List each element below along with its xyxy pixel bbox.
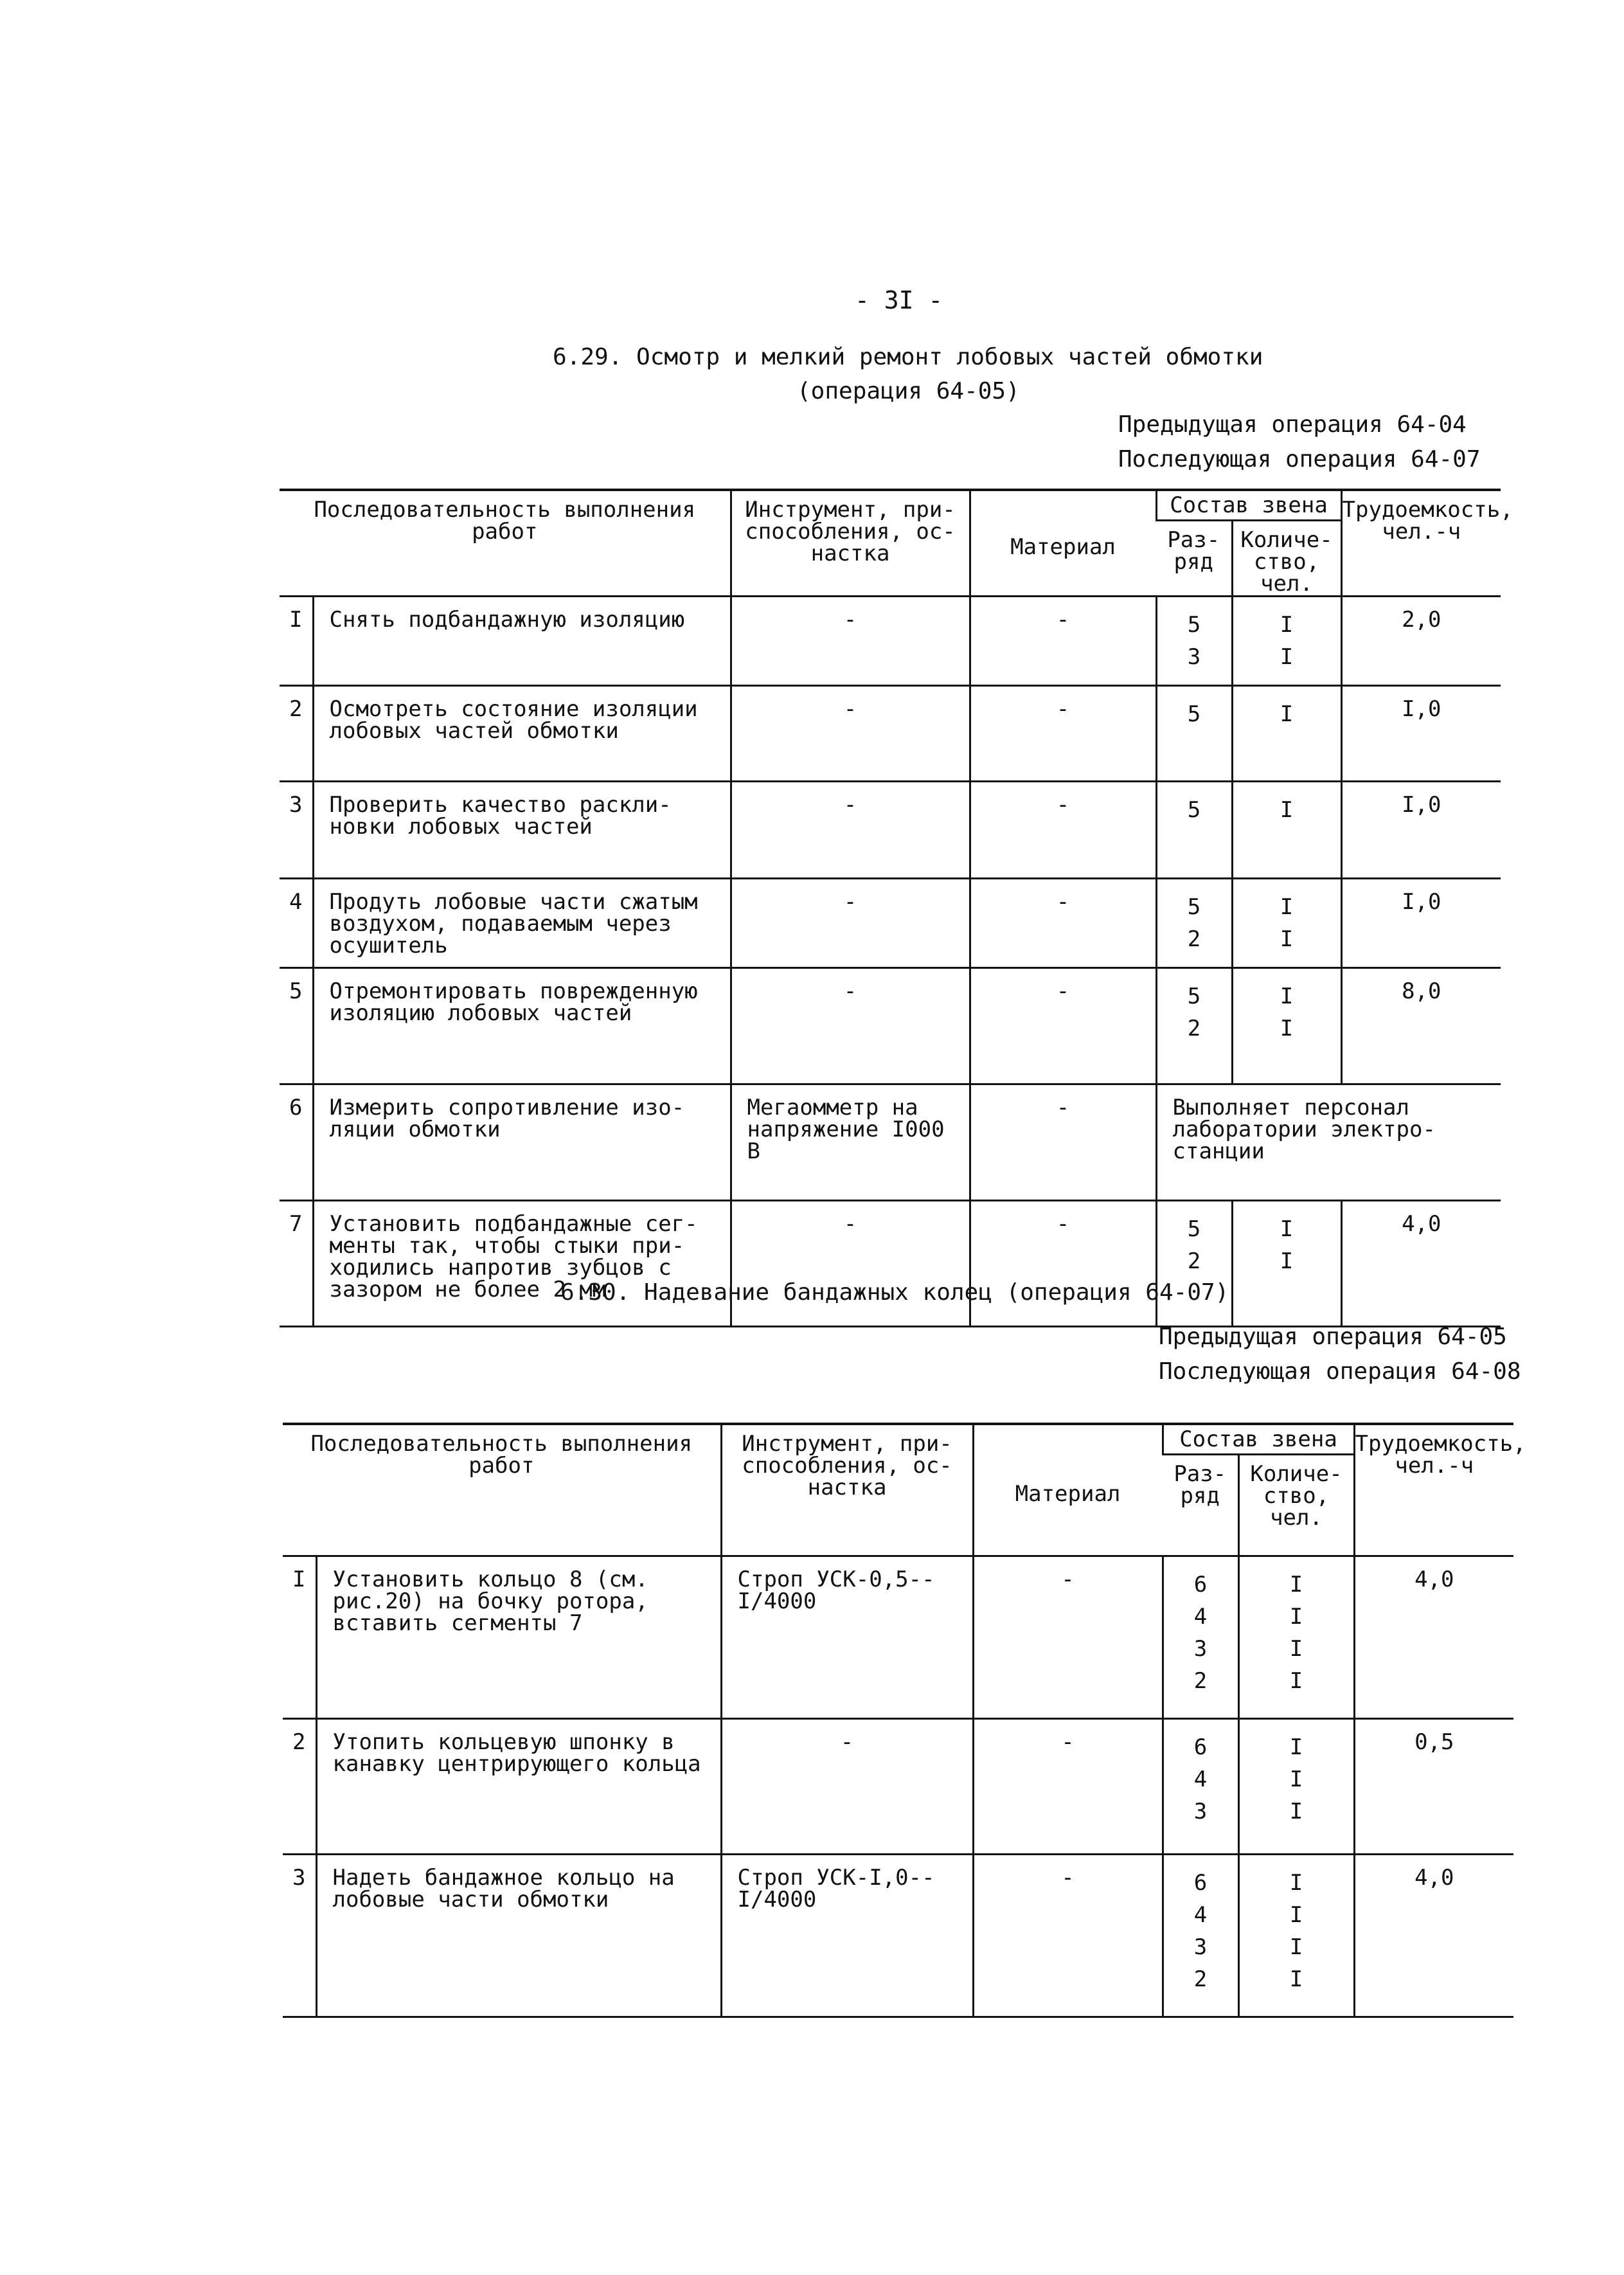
count-value: I — [1280, 894, 1294, 920]
work-description: Осмотреть состояние изоляции лобовых частей обмотки — [313, 686, 731, 782]
work-description: Снять подбандажную изоляцию — [313, 597, 731, 686]
labor-cell: 4,0 — [1341, 1201, 1501, 1327]
count-value: I — [1280, 701, 1294, 727]
count-value: I — [1280, 984, 1294, 1009]
operations-table-1 — [280, 489, 1513, 1327]
grade-value: 5 — [1187, 612, 1201, 638]
grade-value: 3 — [1193, 1636, 1208, 1662]
count-value: I — [1289, 1668, 1303, 1694]
material-cell: - — [970, 782, 1156, 879]
tool-cell: - — [731, 1201, 970, 1327]
count-cell — [1232, 879, 1341, 968]
labor-cell: 8,0 — [1341, 968, 1501, 1084]
table-row — [280, 1084, 1501, 1201]
count-cell — [1232, 782, 1341, 879]
grade-value: 6 — [1193, 1870, 1208, 1896]
row-number: I — [283, 1556, 316, 1719]
header-count: Количе-ство, чел. — [1238, 1455, 1354, 1556]
grade-cell — [1156, 968, 1232, 1084]
material-cell: - — [973, 1719, 1163, 1855]
count-value: I — [1280, 926, 1294, 952]
header-labor: Трудоемкость, чел.-ч — [1354, 1424, 1513, 1556]
row-number: 4 — [280, 879, 313, 968]
work-description: Установить кольцо 8 (см. рис.20) на бочку ротора, вставить сегменты 7 — [316, 1556, 721, 1719]
header-crew: Состав звена — [1163, 1424, 1354, 1455]
tool-cell: - — [731, 879, 970, 968]
table-row — [280, 1201, 1501, 1327]
tool-cell: Строп УСК-I,0--I/4000 — [721, 1855, 973, 2017]
count-cell — [1232, 968, 1341, 1084]
labor-cell: 2,0 — [1341, 597, 1501, 686]
header-grade: Раз-ряд — [1156, 521, 1232, 597]
count-value: I — [1280, 612, 1294, 638]
operations-table-2 — [283, 1423, 1526, 2018]
grade-value: 2 — [1187, 1248, 1201, 1274]
header-count: Количе-ство, чел. — [1232, 521, 1341, 597]
count-value: I — [1280, 1216, 1294, 1242]
row-number: 3 — [280, 782, 313, 879]
work-description: Надеть бандажное кольцо на лобовые части обмотки — [316, 1855, 721, 2017]
grade-cell — [1156, 782, 1232, 879]
work-description: Продуть лобовые части сжатым воздухом, подаваемым через осушитель — [313, 879, 731, 968]
count-cell — [1238, 1855, 1354, 2017]
count-value: I — [1289, 1966, 1303, 1992]
table-row — [280, 782, 1501, 879]
labor-cell: I,0 — [1341, 879, 1501, 968]
grade-cell — [1163, 1855, 1238, 2017]
table-row — [283, 1556, 1513, 1719]
count-value: I — [1289, 1870, 1303, 1896]
grade-cell — [1156, 879, 1232, 968]
labor-cell: I,0 — [1341, 782, 1501, 879]
count-cell — [1238, 1556, 1354, 1719]
header-material: Материал — [970, 490, 1156, 597]
material-cell: - — [970, 879, 1156, 968]
material-cell: - — [970, 968, 1156, 1084]
count-value: I — [1280, 644, 1294, 670]
grade-value: 5 — [1187, 797, 1201, 823]
material-cell: - — [970, 597, 1156, 686]
grade-value: 2 — [1193, 1668, 1208, 1694]
table-row — [280, 686, 1501, 782]
count-cell — [1232, 1201, 1341, 1327]
count-value: I — [1289, 1799, 1303, 1824]
grade-cell — [1163, 1719, 1238, 1855]
labor-cell: 0,5 — [1354, 1719, 1513, 1855]
count-value: I — [1289, 1767, 1303, 1792]
section2-title: 6.30. Надевание бандажных колец (операция 64-07) — [560, 1279, 1229, 1306]
grade-cell — [1156, 1201, 1232, 1327]
count-cell — [1232, 597, 1341, 686]
grade-cell — [1156, 686, 1232, 782]
grade-value: 5 — [1187, 984, 1201, 1009]
tool-cell: - — [731, 597, 970, 686]
material-cell: - — [970, 1201, 1156, 1327]
header-tool: Инструмент, при-способления, ос-настка — [721, 1424, 973, 1556]
row-number: 6 — [280, 1084, 313, 1201]
count-value: I — [1280, 1248, 1294, 1274]
section1-title-line2: (операция 64-05) — [797, 378, 1020, 404]
grade-value: 4 — [1193, 1902, 1208, 1928]
material-cell: - — [970, 1084, 1156, 1201]
header-crew: Состав звена — [1156, 490, 1341, 521]
grade-value: 2 — [1193, 1966, 1208, 1992]
tool-cell: - — [731, 686, 970, 782]
tool-cell: Мегаомметр на напряжение I000 В — [731, 1084, 970, 1201]
tool-cell: - — [731, 782, 970, 879]
row-number: 5 — [280, 968, 313, 1084]
page-number: - 3I - — [855, 286, 943, 314]
header-sequence: Последовательность выполнения работ — [283, 1424, 721, 1556]
grade-value: 5 — [1187, 894, 1201, 920]
table-row — [283, 1719, 1513, 1855]
grade-value: 3 — [1187, 644, 1201, 670]
count-value: I — [1289, 1604, 1303, 1630]
count-value: I — [1280, 797, 1294, 823]
grade-value: 3 — [1193, 1934, 1208, 1960]
table-row — [283, 1855, 1513, 2017]
material-cell: - — [973, 1556, 1163, 1719]
work-description: Проверить качество раскли-новки лобовых частей — [313, 782, 731, 879]
work-description: Отремонтировать поврежденную изоляцию лобовых частей — [313, 968, 731, 1084]
count-value: I — [1289, 1902, 1303, 1928]
tool-cell: - — [731, 968, 970, 1084]
row-number: I — [280, 597, 313, 686]
labor-cell: I,0 — [1341, 686, 1501, 782]
grade-cell — [1156, 597, 1232, 686]
header-labor: Трудоемкость, чел.-ч — [1341, 490, 1501, 597]
grade-value: 5 — [1187, 1216, 1201, 1242]
count-cell — [1232, 686, 1341, 782]
count-value: I — [1280, 1016, 1294, 1041]
grade-value: 5 — [1187, 701, 1201, 727]
tool-cell: Строп УСК-0,5--I/4000 — [721, 1556, 973, 1719]
tool-cell: - — [721, 1719, 973, 1855]
header-material: Материал — [973, 1424, 1163, 1556]
table-row — [280, 879, 1501, 968]
grade-value: 4 — [1193, 1604, 1208, 1630]
grade-cell — [1163, 1556, 1238, 1719]
next-operation: Последующая операция 64-08 — [1159, 1358, 1521, 1385]
count-cell — [1238, 1719, 1354, 1855]
section2-operations — [1159, 1320, 1521, 1389]
table-row — [280, 597, 1501, 686]
next-operation: Последующая операция 64-07 — [1118, 446, 1481, 472]
grade-value: 3 — [1193, 1799, 1208, 1824]
table-row — [280, 968, 1501, 1084]
labor-cell: 4,0 — [1354, 1855, 1513, 2017]
count-value: I — [1289, 1636, 1303, 1662]
work-description: Измерить сопротивление изо-ляции обмотки — [313, 1084, 731, 1201]
work-description: Утопить кольцевую шпонку в канавку центрирующего кольца — [316, 1719, 721, 1855]
grade-value: 2 — [1187, 1016, 1201, 1041]
row-number: 2 — [283, 1719, 316, 1855]
section1-title-line1: 6.29. Осмотр и мелкий ремонт лобовых частей обмотки — [553, 344, 1263, 370]
row-number: 7 — [280, 1201, 313, 1327]
work-description: Установить подбандажные сег-менты так, чтобы стыки при-ходились напротив зубцов с зазором не более 2 мм — [313, 1201, 731, 1327]
count-value: I — [1289, 1934, 1303, 1960]
row-number: 2 — [280, 686, 313, 782]
grade-value: 6 — [1193, 1572, 1208, 1597]
header-tool: Инструмент, при-способления, ос-настка — [731, 490, 970, 597]
row-number: 3 — [283, 1855, 316, 2017]
grade-value: 2 — [1187, 926, 1201, 952]
section1-operations — [1118, 408, 1481, 477]
grade-value: 6 — [1193, 1734, 1208, 1760]
grade-value: 4 — [1193, 1767, 1208, 1792]
count-value: I — [1289, 1572, 1303, 1597]
header-sequence: Последовательность выполнения работ — [280, 490, 731, 597]
header-grade: Раз-ряд — [1163, 1455, 1238, 1556]
count-value: I — [1289, 1734, 1303, 1760]
material-cell: - — [970, 686, 1156, 782]
material-cell: - — [973, 1855, 1163, 2017]
lab-note: Выполняет персонал лаборатории электро-станции — [1156, 1084, 1501, 1201]
labor-cell: 4,0 — [1354, 1556, 1513, 1719]
prev-operation: Предыдущая операция 64-05 — [1159, 1324, 1507, 1350]
prev-operation: Предыдущая операция 64-04 — [1118, 411, 1467, 438]
